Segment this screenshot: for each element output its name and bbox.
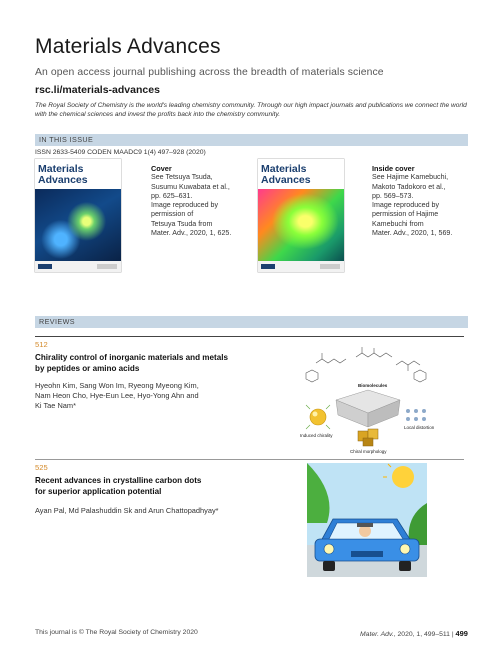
rsc-logo-mark <box>38 264 52 269</box>
cover-footer-strip <box>258 261 344 272</box>
article-page-number: 512 <box>35 340 48 349</box>
article-authors: Ayan Pal, Md Palashuddin Sk and Arun Chattopadhyay* <box>35 506 219 515</box>
issn-line: ISSN 2633-5409 CODEN MAADC9 1(4) 497–928 (2020) <box>35 149 206 156</box>
rsc-logo-mark <box>261 264 275 269</box>
cover-barcode <box>97 264 117 269</box>
cover-footer-strip <box>35 261 121 272</box>
chirality-graphical-abstract <box>296 345 441 457</box>
journal-tagline: An open access journal publishing across the breadth of materials science <box>35 67 384 78</box>
inside-cover-caption: Inside cover See Hajime Kamebuchi, Makoto Tadokoro et al., pp. 569–573. Image reproduced by permission of Hajime Kamebuchi from Mater. Adv., 2020, 1, 569. <box>372 164 453 238</box>
journal-url-link[interactable]: rsc.li/materials-advances <box>35 84 160 96</box>
article-title-link[interactable]: Recent advances in crystalline carbon dots for superior application potential <box>35 476 202 496</box>
cover-masthead: Materials Advances <box>261 163 311 186</box>
inside-cover-image <box>258 159 344 272</box>
headlight-left <box>324 544 334 554</box>
cover-image <box>35 159 121 272</box>
wheel-left <box>323 561 335 571</box>
fig-label-induced-chirality: Induced chirality <box>300 433 333 438</box>
sphere-highlight <box>313 412 318 417</box>
fig-label-biomolecules: Biomolecules <box>358 383 388 388</box>
molecule-structures <box>306 347 426 382</box>
article-title-link[interactable]: Chirality control of inorganic materials and metals by peptides or amino acids <box>35 353 228 373</box>
article-authors: Hyeohn Kim, Sang Won Im, Ryeong Myeong Kim, Nam Heon Cho, Hye-Eun Lee, Hyo-Yong Ahn and Ki Tae Nam* <box>35 381 199 411</box>
driver-hat <box>357 523 373 527</box>
rsc-blurb: The Royal Society of Chemistry is the world's leading chemistry community. Through our high impact journals and publications we connect the world with the chemical sciences and invest the profits back into the chemistry community. <box>35 102 467 118</box>
car-grille <box>351 551 383 557</box>
lattice-dots <box>406 409 426 421</box>
fig-label-local-distortion: Local distortion <box>404 425 435 430</box>
cover-masthead: Materials Advances <box>38 163 88 186</box>
footer-copyright: This journal is © The Royal Society of Chemistry 2020 <box>35 629 198 636</box>
headlight-right <box>400 544 410 554</box>
journal-title: Materials Advances <box>35 35 221 58</box>
chiral-cubes <box>358 429 378 446</box>
page-number: 499 <box>455 629 468 638</box>
cover-artwork <box>35 189 121 261</box>
footer-citation: Mater. Adv., 2020, 1, 499–511 | 499 <box>360 629 468 638</box>
cover-caption: Cover See Tetsuya Tsuda, Susumu Kuwabata et al., pp. 625–631. Image reproduced by permission of Tetsuya Tsuda from Mater. Adv., 2020, 1, 625. <box>151 164 232 238</box>
article-page-number: 525 <box>35 463 48 472</box>
article-divider <box>35 336 464 337</box>
cover-barcode <box>320 264 340 269</box>
reviews-header: REVIEWS <box>35 316 468 328</box>
wheel-right <box>399 561 411 571</box>
cover-artwork <box>258 189 344 261</box>
nanoparticle-sphere <box>310 409 326 425</box>
fig-label-chiral-morphology: Chiral morphology <box>350 449 387 454</box>
sun <box>392 466 414 488</box>
carbon-dots-graphical-abstract <box>307 463 427 577</box>
article-divider <box>35 459 464 460</box>
in-this-issue-header: IN THIS ISSUE <box>35 134 468 146</box>
